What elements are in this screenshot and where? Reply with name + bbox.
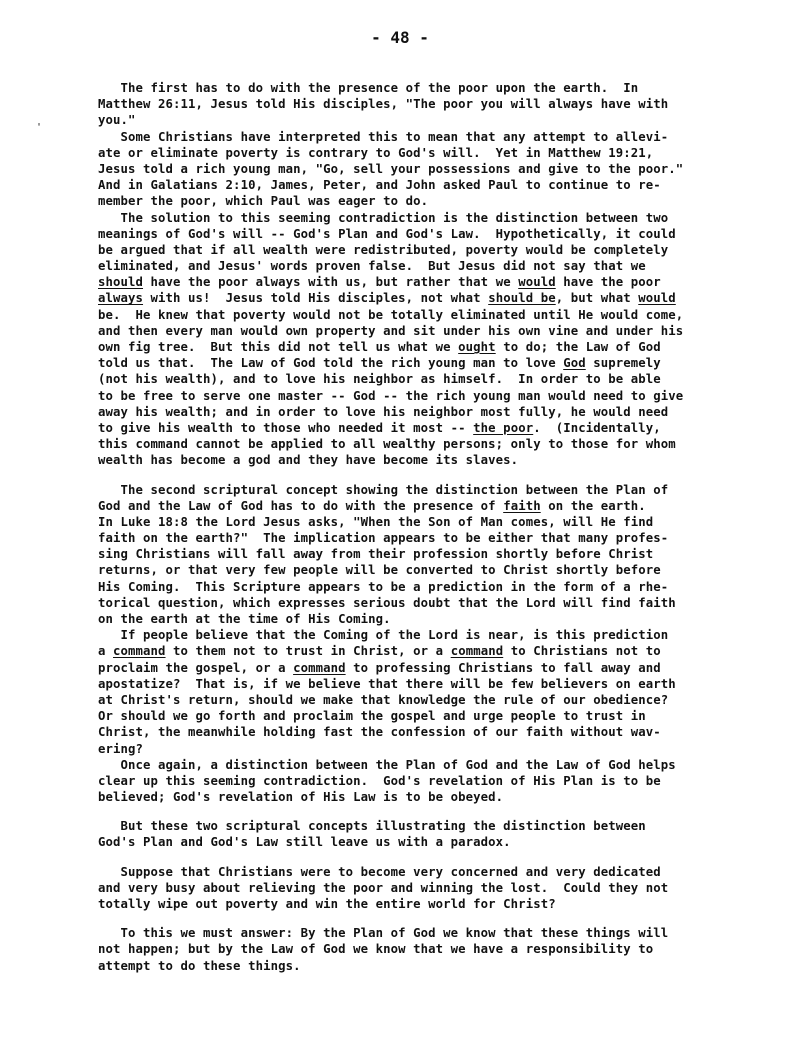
text-segment: believed; God's revelation of His Law is to be obeyed. xyxy=(98,790,504,805)
text-line xyxy=(98,145,740,161)
text-line xyxy=(98,436,740,452)
text-segment: (not his wealth), and to love his neighbor as himself. In order to be able xyxy=(98,372,661,387)
text-segment: and very busy about relieving the poor and winning the lost. Could they not xyxy=(98,880,669,895)
text-line xyxy=(98,562,740,578)
text-line xyxy=(98,834,740,850)
text-segment: sing Christians will fall away from their profession shortly before Christ xyxy=(98,547,654,562)
paragraph-gap xyxy=(98,805,740,818)
text-line xyxy=(98,880,740,896)
text-segment: The second scriptural concept showing the distinction between the Plan of xyxy=(98,482,669,497)
underlined-word: should be xyxy=(488,291,556,306)
text-line xyxy=(98,958,740,974)
paragraph-gap xyxy=(98,851,740,864)
text-line xyxy=(98,741,740,757)
text-segment: to them not to trust in Christ, or a xyxy=(165,644,451,659)
text-segment: be. He knew that poverty would not be totally eliminated until He would come, xyxy=(98,307,684,322)
underlined-word: the poor xyxy=(473,420,534,435)
underlined-word: faith xyxy=(503,498,541,513)
text-line xyxy=(98,611,740,627)
paragraph xyxy=(98,757,740,806)
text-segment: returns, or that very few people will be converted to Christ shortly before xyxy=(98,563,661,578)
text-segment: , but what xyxy=(555,291,639,306)
text-segment: Jesus told a rich young man, "Go, sell your possessions and give to the poor." xyxy=(98,161,684,176)
text-line xyxy=(98,498,740,514)
text-segment: Once again, a distinction between the Plan of God and the Law of God helps xyxy=(98,757,676,772)
text-segment: proclaim the gospel, or a xyxy=(98,660,294,675)
text-segment: ering? xyxy=(98,741,144,756)
text-line xyxy=(98,371,740,387)
paragraph xyxy=(98,482,740,628)
text-segment: His Coming. This Scripture appears to be a prediction in the form of a rhe- xyxy=(98,579,669,594)
text-line xyxy=(98,258,740,274)
text-line xyxy=(98,692,740,708)
text-line xyxy=(98,789,740,805)
text-segment: wealth has become a god and they have become its slaves. xyxy=(98,453,519,468)
body-text xyxy=(98,80,740,974)
text-segment: If people believe that the Coming of the Lord is near, is this prediction xyxy=(98,628,669,643)
text-line xyxy=(98,482,740,498)
text-segment: faith on the earth?" The implication appears to be either that many profes- xyxy=(98,531,669,546)
text-line xyxy=(98,660,740,676)
text-segment: to do; the Law of God xyxy=(495,340,661,354)
text-segment: Christ, the meanwhile holding fast the confession of our faith without wav- xyxy=(98,725,661,740)
paragraph-gap xyxy=(98,469,740,482)
text-segment: attempt to do these things. xyxy=(98,958,301,973)
paragraph xyxy=(98,818,740,850)
text-segment: with us! Jesus told His disciples, not what xyxy=(143,291,489,306)
underlined-word: always xyxy=(98,291,144,306)
text-line xyxy=(98,595,740,611)
text-line xyxy=(98,210,740,226)
text-segment: totally wipe out poverty and win the entire world for Christ? xyxy=(98,897,556,911)
text-line xyxy=(98,161,740,177)
text-segment: to give his wealth to those who needed it most -- xyxy=(98,420,474,435)
text-segment: supremely xyxy=(585,356,661,371)
underlined-word: command xyxy=(113,644,166,659)
text-line xyxy=(98,530,740,546)
text-segment: be argued that if all wealth were redistributed, poverty would be completely xyxy=(98,242,669,257)
text-line xyxy=(98,864,740,880)
text-line xyxy=(98,388,740,404)
text-line xyxy=(98,420,740,436)
text-segment: Some Christians have interpreted this to mean that any attempt to allevi- xyxy=(98,129,669,144)
text-line xyxy=(98,818,740,834)
text-line xyxy=(98,323,740,339)
paragraph xyxy=(98,80,740,129)
text-segment: meanings of God's will -- God's Plan and God's Law. Hypothetically, it could xyxy=(98,226,676,241)
text-segment: not happen; but by the Law of God we know that we have a responsibility to xyxy=(98,942,654,957)
paragraph xyxy=(98,129,740,210)
text-line xyxy=(98,112,740,128)
text-line xyxy=(98,193,740,209)
text-segment: God and the Law of God has to do with the presence of xyxy=(98,498,504,513)
text-line xyxy=(98,355,740,371)
text-line xyxy=(98,708,740,724)
text-segment: and then every man would own property and sit under his own vine and under his xyxy=(98,323,684,338)
text-line xyxy=(98,129,740,145)
text-segment: own fig tree. But this did not tell us what we xyxy=(98,340,459,354)
underlined-word: command xyxy=(450,644,504,659)
text-segment: to Christians not to xyxy=(503,644,661,659)
text-line xyxy=(98,676,740,692)
underlined-word: command xyxy=(293,660,346,675)
text-segment: eliminated, and Jesus' words proven false. But Jesus did not say that we xyxy=(98,259,646,274)
text-line xyxy=(98,339,740,355)
paragraph xyxy=(98,627,740,757)
text-line xyxy=(98,724,740,740)
text-segment: God's Plan and God's Law still leave us with a paradox. xyxy=(98,835,511,850)
underlined-word: would xyxy=(518,275,556,290)
text-line xyxy=(98,546,740,562)
text-segment: Matthew 26:11, Jesus told His disciples, "The poor you will always have with xyxy=(98,97,669,112)
paragraph-gap xyxy=(98,912,740,925)
text-line xyxy=(98,627,740,643)
text-line xyxy=(98,226,740,242)
text-segment: And in Galatians 2:10, James, Peter, and John asked Paul to continue to re- xyxy=(98,178,661,193)
text-segment: clear up this seeming contradiction. God's revelation of His Plan is to be xyxy=(98,773,661,788)
text-line xyxy=(98,579,740,595)
text-line xyxy=(98,757,740,773)
paragraph xyxy=(98,864,740,913)
text-segment: have the poor xyxy=(555,275,661,290)
text-segment: at Christ's return, should we make that knowledge the rule of our obedience? xyxy=(98,692,669,707)
text-segment: apostatize? That is, if we believe that there will be few believers on earth xyxy=(98,676,676,691)
underlined-word: should xyxy=(98,275,144,290)
text-line xyxy=(98,242,740,258)
underlined-word: ought xyxy=(458,340,496,354)
text-segment: told us that. The Law of God told the rich young man to love xyxy=(98,356,564,371)
text-segment: But these two scriptural concepts illustrating the distinction between xyxy=(98,819,646,834)
underlined-word: would xyxy=(638,291,676,306)
text-line xyxy=(98,290,740,306)
paragraph xyxy=(98,210,740,469)
text-line xyxy=(98,941,740,957)
text-segment: have the poor always with us, but rather that we xyxy=(143,275,519,290)
text-line xyxy=(98,773,740,789)
text-segment: To this we must answer: By the Plan of God we know that these things will xyxy=(98,926,669,941)
text-line xyxy=(98,274,740,290)
text-line xyxy=(98,307,740,323)
text-segment: you." xyxy=(98,113,136,128)
text-segment: The solution to this seeming contradiction is the distinction between two xyxy=(98,210,669,225)
text-segment: member the poor, which Paul was eager to do. xyxy=(98,194,429,209)
text-segment: In Luke 18:8 the Lord Jesus asks, "When the Son of Man comes, will He find xyxy=(98,514,654,529)
text-line xyxy=(98,452,740,468)
text-segment: Or should we go forth and proclaim the gospel and urge people to trust in xyxy=(98,709,646,724)
paragraph xyxy=(98,925,740,974)
text-segment: on the earth at the time of His Coming. xyxy=(98,612,391,626)
text-line xyxy=(98,177,740,193)
text-segment: on the earth. xyxy=(540,498,646,513)
text-segment: this command cannot be applied to all wealthy persons; only to those for whom xyxy=(98,437,676,452)
text-line xyxy=(98,80,740,96)
page-number: - 48 - xyxy=(371,28,429,47)
text-segment: ate or eliminate poverty is contrary to God's will. Yet in Matthew 19:21, xyxy=(98,145,654,160)
text-segment: Suppose that Christians were to become very concerned and very dedicated xyxy=(98,864,661,879)
text-segment: The first has to do with the presence of the poor upon the earth. In xyxy=(98,81,639,95)
text-segment: torical question, which expresses serious doubt that the Lord will find faith xyxy=(98,595,676,610)
text-line xyxy=(98,925,740,941)
underlined-word: God xyxy=(563,356,586,371)
text-line xyxy=(98,896,740,912)
text-line xyxy=(98,96,740,112)
text-segment: away his wealth; and in order to love his neighbor most fully, he would need xyxy=(98,404,669,419)
text-segment: to be free to serve one master -- God -- the rich young man would need to give xyxy=(98,388,684,403)
text-line xyxy=(98,404,740,420)
text-segment: . (Incidentally, xyxy=(533,420,661,435)
text-segment: to professing Christians to fall away and xyxy=(345,660,661,675)
text-line xyxy=(98,514,740,530)
text-segment: a xyxy=(98,644,114,659)
text-line xyxy=(98,643,740,659)
margin-mark: ' xyxy=(36,122,43,133)
